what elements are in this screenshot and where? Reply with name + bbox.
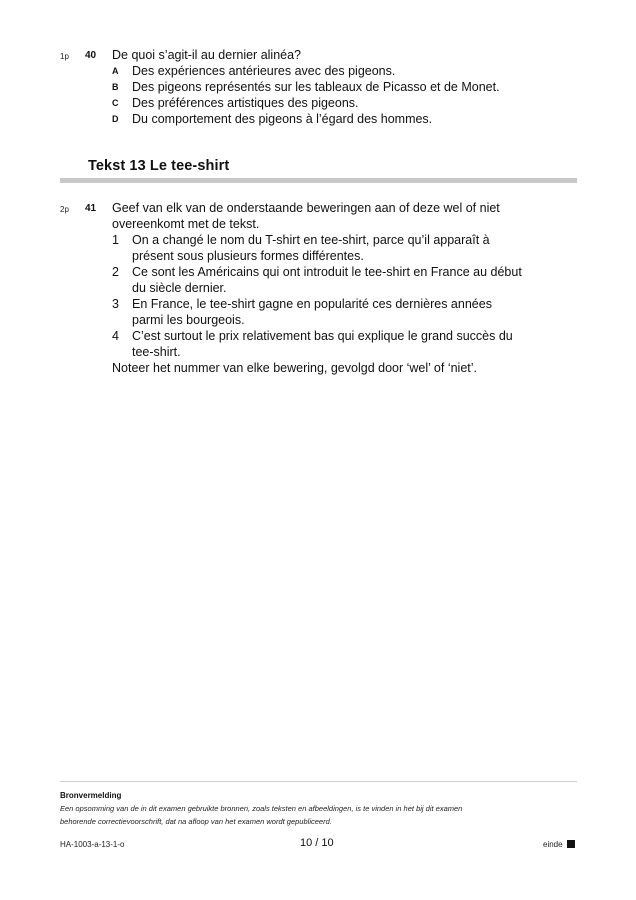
option-c-letter: C [112,98,119,108]
statement-1-line1: On a changé le nom du T-shirt en tee-shirt, parce qu’il apparaît à [132,233,490,247]
statement-2-line1: Ce sont les Américains qui ont introduit le tee-shirt en France au début [132,265,522,279]
source-heading: Bronvermelding [60,791,122,800]
page-number: 10 / 10 [300,837,334,849]
option-b-letter: B [112,82,119,92]
statement-4-line1: C’est surtout le prix relativement bas qui explique le grand succès du [132,329,513,343]
option-d-text: Du comportement des pigeons à l’égard des hommes. [132,112,433,126]
section-divider [60,178,577,183]
option-b-text: Des pigeons représentés sur les tableaux de Picasso et de Monet. [132,80,500,94]
statement-3-number: 3 [112,297,119,311]
exam-code: HA-1003-a-13-1-o [60,840,125,849]
option-a-letter: A [112,66,119,76]
option-c-text: Des préférences artistiques des pigeons. [132,96,359,110]
option-a-text: Des expériences antérieures avec des pigeons. [132,64,396,78]
statement-2-line2: du siècle dernier. [132,281,227,295]
statement-4-line2: tee-shirt. [132,345,181,359]
end-square-icon [567,840,575,848]
source-line1: Een opsomming van de in dit examen gebruikte bronnen, zoals teksten en afbeeldingen, is te vinden in het bij dit examen [60,804,463,813]
end-marker [543,840,575,849]
source-line2: behorende correctievoorschrift, dat na afloop van het examen wordt gepubliceerd. [60,817,332,826]
question-41-stem-line2: overeenkomt met de tekst. [112,217,260,231]
end-label: einde [543,840,563,849]
section-title: Tekst 13 Le tee-shirt [88,158,230,174]
footer-divider [60,781,577,782]
question-41-stem-line1: Geef van elk van de onderstaande beweringen aan of deze wel of niet [112,201,500,215]
statement-1-line2: présent sous plusieurs formes différentes. [132,249,364,263]
question-41-instruction: Noteer het nummer van elke bewering, gevolgd door ‘wel’ of ‘niet’. [112,361,478,375]
statement-3-line1: En France, le tee-shirt gagne en popularité ces dernières années [132,297,492,311]
statement-4-number: 4 [112,329,119,343]
question-40-number: 40 [85,50,97,61]
statement-1-number: 1 [112,233,119,247]
question-40-points: 1p [60,52,69,61]
statement-2-number: 2 [112,265,119,279]
question-41-points: 2p [60,205,69,214]
question-40-stem: De quoi s’agit-il au dernier alinéa? [112,48,302,62]
question-41-number: 41 [85,203,97,214]
option-d-letter: D [112,114,119,124]
statement-3-line2: parmi les bourgeois. [132,313,245,327]
